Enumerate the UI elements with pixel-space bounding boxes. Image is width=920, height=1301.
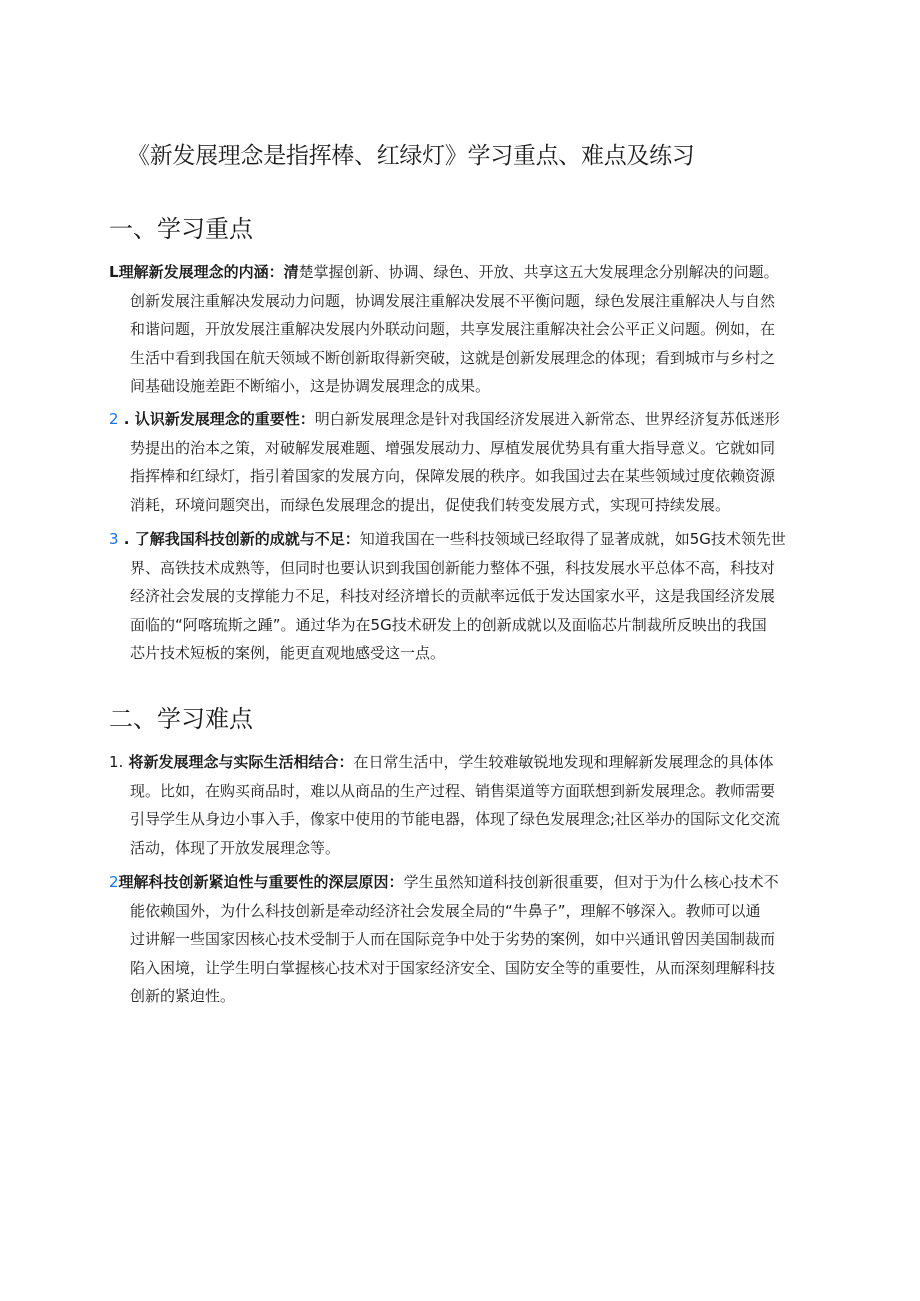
item-first-line: 在日常生活中，学生较难敏锐地发现和理解新发展理念的具体体 <box>353 753 774 771</box>
item-bold-lead: 将新发展理念与实际生活相结合： <box>123 753 354 771</box>
item-first-line: 知道我国在一些科技领域已经取得了显著成就，如5G技术领先世 <box>359 530 786 548</box>
item-bold-lead: 理解新发展理念的内涵：清 <box>118 263 299 281</box>
item-line: 面临的“阿喀琉斯之踵”。通过华为在5G技术研发上的创新成就以及面临芯片制裁所反映出的我国 <box>130 615 767 634</box>
document-title: 《新发展理念是指挥棒、红绿灯》学习重点、难点及练习 <box>127 143 695 169</box>
item-number: 2 <box>109 873 119 891</box>
item-line: 芯片技术短板的案例，能更直观地感受这一点。 <box>130 644 446 662</box>
item-line: 界、高铁技术成熟等，但同时也要认识到我国创新能力整体不强，科技发展水平总体不高，科技对 <box>130 558 776 577</box>
item-line: 消耗，环境问题突出，而绿色发展理念的提出，促使我们转变发展方式，实现可持续发展。 <box>130 495 731 514</box>
item-line: 现。比如，在购买商品时，难以从商品的生产过程、销售渠道等方面联想到新发展理念。教师需要 <box>130 781 776 800</box>
item-first-line: 明白新发展理念是针对我国经济发展进入新常态、世界经济复苏低迷形 <box>314 410 780 428</box>
list-item <box>109 868 809 1011</box>
item-first-line: 楚掌握创新、协调、绿色、开放、共享这五大发展理念分别解决的问题。 <box>298 263 779 281</box>
list-item <box>109 748 809 862</box>
item-bold-lead: . 了解我国科技创新的成就与不足： <box>118 530 360 548</box>
list-item <box>109 405 809 519</box>
item-number: 1. <box>109 753 124 771</box>
item-line: 创新的紧迫性。 <box>130 987 236 1005</box>
item-line: 陷入困境，让学生明白掌握核心技术对于国家经济安全、国防安全等的重要性，从而深刻理解科技 <box>130 958 776 977</box>
item-line: 能依赖国外，为什么科技创新是牵动经济社会发展全局的“牛鼻子”，理解不够深入。教师可以通 <box>130 901 761 920</box>
item-line: 引导学生从身边小事入手，像家中使用的节能电器，体现了绿色发展理念;社区举办的国际文化交流 <box>130 810 781 828</box>
item-line: 活动，体现了开放发展理念等。 <box>130 838 341 857</box>
item-number: L <box>109 263 119 281</box>
item-line: 经济社会发展的支撑能力不足，科技对经济增长的贡献率远低于发达国家水平，这是我国经济发展 <box>130 587 776 605</box>
item-bold-lead: . 认识新发展理念的重要性： <box>118 410 315 428</box>
section-heading-key-points: 一、学习重点 <box>109 215 253 243</box>
item-number: 2 <box>109 410 119 428</box>
item-line: 间基础设施差距不断缩小，这是协调发展理念的成果。 <box>130 377 491 395</box>
item-line: 势提出的治本之策，对破解发展难题、增强发展动力、厚植发展优势具有重大指导意义。它就如同 <box>130 438 776 457</box>
item-first-line: 学生虽然知道科技创新很重要，但对于为什么核心技术不 <box>403 873 779 891</box>
list-item <box>109 258 809 401</box>
item-line: 和谐问题，开放发展注重解决发展内外联动问题，共享发展注重解决社会公平正义问题。例如，在 <box>130 320 776 338</box>
list-item <box>109 525 809 668</box>
item-number: 3 <box>109 530 119 548</box>
item-line: 过讲解一些国家因核心技术受制于人而在国际竞争中处于劣势的案例，如中兴通讯曾因美国制裁而 <box>130 930 776 948</box>
section-heading-difficulties: 二、学习难点 <box>109 705 253 733</box>
item-line: 生活中看到我国在航天领域不断创新取得新突破，这就是创新发展理念的体现；看到城市与乡村之 <box>130 348 776 367</box>
item-line: 指挥棒和红绿灯，指引着国家的发展方向，保障发展的秩序。如我国过去在某些领域过度依赖资源 <box>130 467 776 485</box>
item-line: 创新发展注重解决发展动力问题，协调发展注重解决发展不平衡问题，绿色发展注重解决人与自然 <box>130 291 776 310</box>
item-bold-lead: 理解科技创新紧迫性与重要性的深层原因： <box>118 873 404 891</box>
